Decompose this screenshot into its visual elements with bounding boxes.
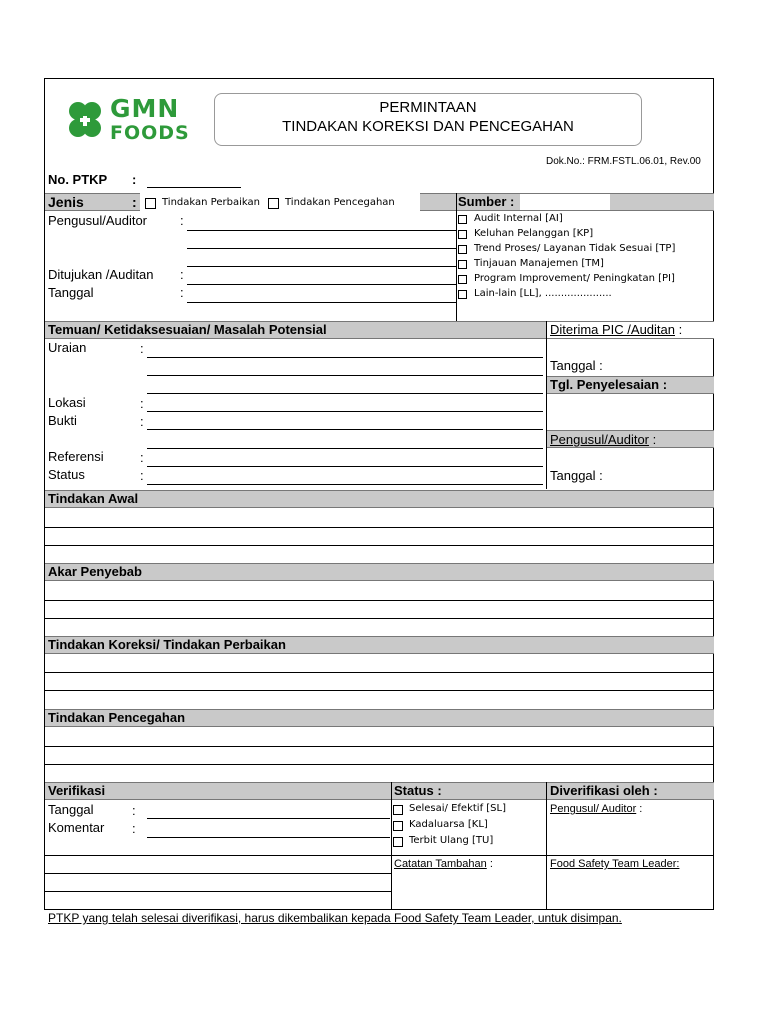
temuan-right-divider (546, 321, 547, 489)
checkbox-selesai-efektif[interactable] (393, 805, 403, 815)
no-ptkp-input-line[interactable] (147, 187, 241, 188)
bukti-colon: : (140, 414, 144, 429)
verifikasi-komentar-colon: : (132, 821, 136, 836)
status-option-kl: Kadaluarsa [KL] (409, 819, 488, 830)
logo-text-gmn: GMN (110, 94, 180, 123)
pengusul-auditor-label: Pengusul/Auditor (48, 213, 148, 228)
tindakan-pencegahan-line-1[interactable] (45, 746, 714, 747)
verifikasi-left-line-3[interactable] (45, 891, 391, 892)
ditujukan-line[interactable] (187, 284, 456, 285)
tindakan-pencegahan-header: Tindakan Pencegahan (48, 710, 186, 725)
diterima-pic-text: Diterima PIC /Auditan (550, 322, 675, 337)
jenis-colon: : (132, 194, 137, 210)
form-title-line2: TINDAKAN KOREKSI DAN PENCEGAHAN (282, 118, 574, 135)
sumber-option-tm: Tinjauan Manajemen [TM] (474, 258, 604, 269)
checkbox-trend-proses[interactable] (458, 245, 467, 254)
referensi-line[interactable] (147, 466, 543, 467)
ditujukan-auditan-label: Ditujukan /Auditan (48, 267, 154, 282)
status-label: Status (48, 467, 85, 482)
uraian-colon: : (140, 341, 144, 356)
tanggal-label: Tanggal (48, 285, 94, 300)
jenis-band-right (420, 193, 456, 211)
bukti-line-1[interactable] (147, 429, 543, 430)
lokasi-colon: : (140, 396, 144, 411)
checkbox-keluhan-pelanggan[interactable] (458, 230, 467, 239)
pengusul-panel-text: Pengusul/Auditor (550, 432, 650, 447)
tindakan-awal-header: Tindakan Awal (48, 491, 139, 506)
checkbox-audit-internal[interactable] (458, 215, 467, 224)
form-title-line1: PERMINTAAN (379, 99, 477, 116)
pengusul-line-2[interactable] (187, 248, 456, 249)
tindakan-awal-line-2[interactable] (45, 545, 714, 546)
akar-penyebab-line-1[interactable] (45, 600, 714, 601)
uraian-line-2[interactable] (147, 375, 543, 376)
checkbox-tindakan-perbaikan[interactable] (145, 198, 156, 209)
sumber-option-tp: Trend Proses/ Layanan Tidak Sesuai [TP] (474, 243, 676, 254)
verifikasi-komentar-line[interactable] (147, 837, 390, 838)
option-tindakan-perbaikan: Tindakan Perbaikan (162, 197, 260, 208)
lokasi-label: Lokasi (48, 395, 86, 410)
tindakan-koreksi-line-2[interactable] (45, 690, 714, 691)
catatan-tambahan-label (394, 858, 493, 870)
checkbox-tinjauan-manajemen[interactable] (458, 260, 467, 269)
sumber-option-ll: Lain-lain [LL], ..................... (474, 288, 612, 299)
bukti-line-2[interactable] (147, 448, 543, 449)
verifikasi-tanggal-colon: : (132, 803, 136, 818)
pengusul-colon: : (180, 213, 184, 228)
jenis-label: Jenis (48, 194, 84, 210)
tindakan-koreksi-header: Tindakan Koreksi/ Tindakan Perbaikan (48, 637, 286, 652)
referensi-label: Referensi (48, 449, 104, 464)
tanggal-diterima-label: Tanggal : (550, 358, 603, 373)
pengusul-auditor-verif-label (550, 803, 642, 815)
no-ptkp-label: No. PTKP (48, 172, 108, 187)
tanggal-pengusul-label: Tanggal : (550, 468, 603, 483)
referensi-colon: : (140, 450, 144, 465)
catatan-tambahan-text: Catatan Tambahan (394, 858, 487, 870)
status-option-tu: Terbit Ulang [TU] (409, 835, 494, 846)
catatan-tambahan-colon: : (486, 858, 493, 870)
sumber-divider (456, 193, 457, 321)
sumber-option-kp: Keluhan Pelanggan [KP] (474, 228, 594, 239)
checkbox-kadaluarsa[interactable] (393, 821, 403, 831)
sumber-option-ai: Audit Internal [AI] (474, 213, 563, 224)
lokasi-line[interactable] (147, 411, 543, 412)
verifikasi-divider-1 (391, 782, 392, 909)
verifikasi-komentar-label: Komentar (48, 820, 105, 835)
sumber-option-pi: Program Improvement/ Peningkatan [PI] (474, 273, 675, 284)
diterima-pic-label (550, 322, 682, 337)
diverifikasi-oleh-header: Diverifikasi oleh : (550, 783, 658, 798)
logo-text-foods: FOODS (110, 122, 190, 144)
status-option-sl: Selesai/ Efektif [SL] (409, 803, 506, 814)
bukti-label: Bukti (48, 413, 77, 428)
tindakan-awal-band (45, 490, 714, 508)
verifikasi-mid-line (391, 855, 714, 856)
tindakan-pencegahan-line-2[interactable] (45, 764, 714, 765)
status-colon: : (140, 468, 144, 483)
akar-penyebab-line-2[interactable] (45, 618, 714, 619)
footer-note: PTKP yang telah selesai diverifikasi, harus dikembalikan kepada Food Safety Team Leader, untuk disimpan. (48, 911, 622, 925)
tanggal-colon: : (180, 285, 184, 300)
uraian-line-1[interactable] (147, 357, 543, 358)
akar-penyebab-header: Akar Penyebab (48, 564, 142, 579)
ditujukan-colon: : (180, 267, 184, 282)
tanggal-line[interactable] (187, 302, 456, 303)
status-verifikasi-header: Status : (394, 783, 442, 798)
checkbox-tindakan-pencegahan[interactable] (268, 198, 279, 209)
checkbox-program-improvement[interactable] (458, 275, 467, 284)
tgl-penyelesaian-label: Tgl. Penyelesaian : (550, 377, 668, 392)
pengusul-line-1[interactable] (187, 230, 456, 231)
no-ptkp-colon: : (132, 172, 137, 187)
tindakan-koreksi-line-1[interactable] (45, 672, 714, 673)
option-tindakan-pencegahan: Tindakan Pencegahan (285, 197, 395, 208)
pengusul-panel-label (550, 432, 656, 447)
document-number: Dok.No.: FRM.FSTL.06.01, Rev.00 (546, 156, 701, 167)
pengusul-auditor-verif-colon: : (636, 803, 643, 815)
fst-leader-label: Food Safety Team Leader: (550, 858, 680, 870)
pengusul-line-3[interactable] (187, 266, 456, 267)
status-line[interactable] (147, 484, 543, 485)
verifikasi-header: Verifikasi (48, 783, 106, 798)
temuan-header: Temuan/ Ketidaksesuaian/ Masalah Potensial (48, 322, 327, 337)
verifikasi-left-line-1[interactable] (45, 855, 391, 856)
verifikasi-divider-2 (546, 782, 547, 909)
verifikasi-tanggal-line[interactable] (147, 818, 390, 819)
checkbox-lain-lain[interactable] (458, 290, 467, 299)
checkbox-terbit-ulang[interactable] (393, 837, 403, 847)
verifikasi-left-line-2[interactable] (45, 873, 391, 874)
uraian-label: Uraian (48, 340, 87, 355)
pengusul-auditor-verif-text: Pengusul/ Auditor (550, 803, 637, 815)
akar-penyebab-band (45, 563, 714, 581)
uraian-line-3[interactable] (147, 393, 543, 394)
pengusul-panel-colon: : (649, 432, 657, 447)
diterima-colon: : (675, 322, 683, 337)
sumber-header-bg (520, 194, 610, 210)
sumber-label: Sumber : (458, 194, 515, 209)
tindakan-awal-line-1[interactable] (45, 527, 714, 528)
verifikasi-tanggal-label: Tanggal (48, 802, 94, 817)
